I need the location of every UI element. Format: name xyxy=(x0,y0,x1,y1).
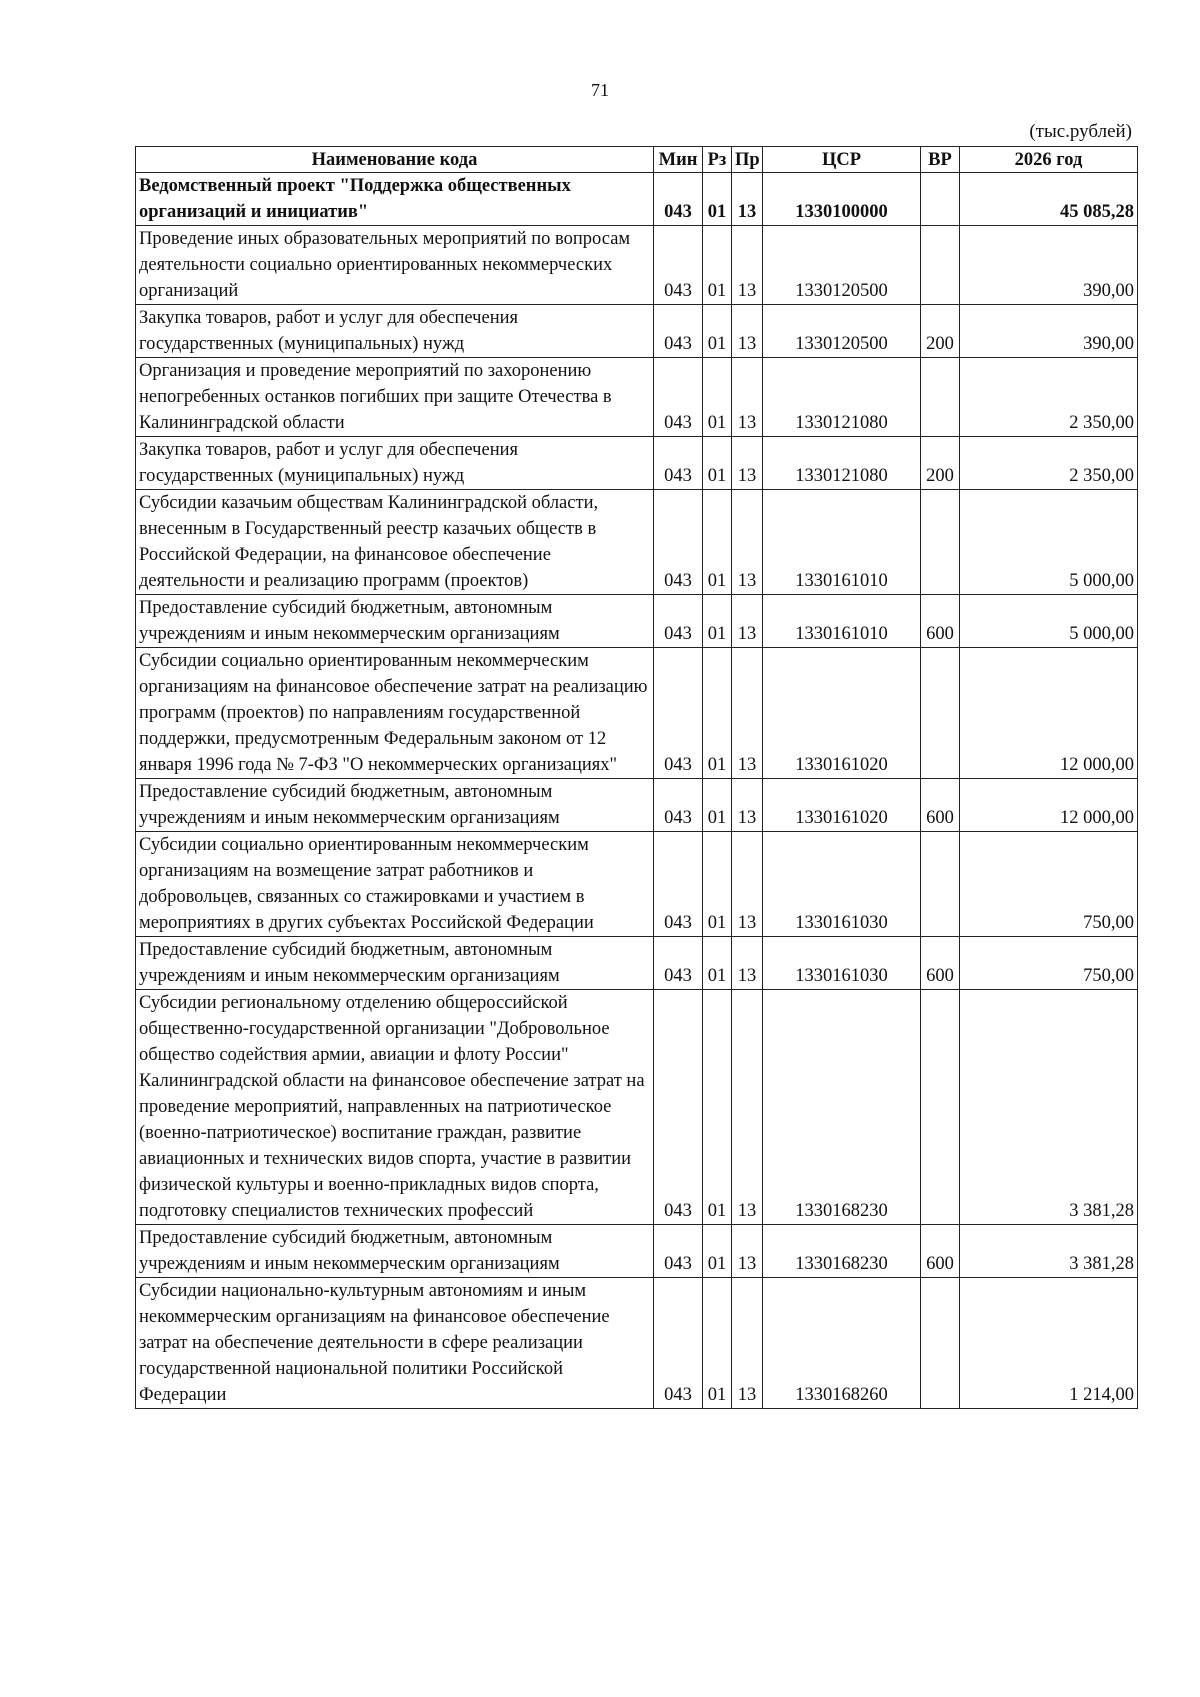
header-vr: ВР xyxy=(921,147,960,173)
cell-name: Проведение иных образовательных мероприятий по вопросам деятельности социально ориентированных некоммерческих организаций xyxy=(136,226,654,305)
cell-min: 043 xyxy=(654,990,703,1225)
cell-pr: 13 xyxy=(732,990,763,1225)
cell-csr: 1330161010 xyxy=(763,595,921,648)
cell-name: Ведомственный проект "Поддержка общественных организаций и инициатив" xyxy=(136,173,654,226)
header-pr: Пр xyxy=(732,147,763,173)
cell-min: 043 xyxy=(654,937,703,990)
cell-pr: 13 xyxy=(732,358,763,437)
cell-min: 043 xyxy=(654,1225,703,1278)
table-row xyxy=(136,832,1138,937)
cell-min: 043 xyxy=(654,648,703,779)
cell-min: 043 xyxy=(654,595,703,648)
table-row xyxy=(136,490,1138,595)
cell-csr: 1330161030 xyxy=(763,832,921,937)
cell-min: 043 xyxy=(654,358,703,437)
cell-vr: 600 xyxy=(921,1225,960,1278)
cell-rz: 01 xyxy=(703,305,732,358)
cell-vr xyxy=(921,226,960,305)
cell-rz: 01 xyxy=(703,437,732,490)
cell-csr: 1330100000 xyxy=(763,173,921,226)
cell-pr: 13 xyxy=(732,937,763,990)
table-row xyxy=(136,1278,1138,1409)
cell-vr: 600 xyxy=(921,779,960,832)
cell-pr: 13 xyxy=(732,226,763,305)
cell-name: Предоставление субсидий бюджетным, автономным учреждениям и иным некоммерческим организациям xyxy=(136,595,654,648)
cell-vr xyxy=(921,358,960,437)
cell-rz: 01 xyxy=(703,490,732,595)
cell-sum: 390,00 xyxy=(960,226,1138,305)
table-row xyxy=(136,648,1138,779)
table-row xyxy=(136,305,1138,358)
cell-pr: 13 xyxy=(732,832,763,937)
cell-min: 043 xyxy=(654,779,703,832)
table-row xyxy=(136,226,1138,305)
cell-name: Предоставление субсидий бюджетным, автономным учреждениям и иным некоммерческим организациям xyxy=(136,1225,654,1278)
cell-pr: 13 xyxy=(732,437,763,490)
table-row xyxy=(136,779,1138,832)
cell-vr: 600 xyxy=(921,595,960,648)
cell-vr xyxy=(921,648,960,779)
header-min: Мин xyxy=(654,147,703,173)
cell-rz: 01 xyxy=(703,1225,732,1278)
cell-pr: 13 xyxy=(732,648,763,779)
table-header-row xyxy=(136,147,1138,173)
cell-min: 043 xyxy=(654,437,703,490)
cell-csr: 1330161020 xyxy=(763,779,921,832)
cell-pr: 13 xyxy=(732,490,763,595)
table-body xyxy=(136,173,1138,1409)
header-rz: Рз xyxy=(703,147,732,173)
cell-csr: 1330121080 xyxy=(763,358,921,437)
cell-sum: 750,00 xyxy=(960,937,1138,990)
cell-vr xyxy=(921,490,960,595)
cell-vr xyxy=(921,832,960,937)
cell-name: Организация и проведение мероприятий по захоронению непогребенных останков погибших при защите Отечества в Калининградской области xyxy=(136,358,654,437)
cell-name: Предоставление субсидий бюджетным, автономным учреждениям и иным некоммерческим организациям xyxy=(136,779,654,832)
table-row xyxy=(136,173,1138,226)
cell-rz: 01 xyxy=(703,173,732,226)
cell-name: Субсидии национально-культурным автономиям и иным некоммерческим организациям на финансовое обеспечение затрат на обеспечение деятельности в сфере реализации государственной национальной политики Российской Федерации xyxy=(136,1278,654,1409)
cell-sum: 3 381,28 xyxy=(960,1225,1138,1278)
cell-sum: 1 214,00 xyxy=(960,1278,1138,1409)
cell-rz: 01 xyxy=(703,832,732,937)
cell-name: Предоставление субсидий бюджетным, автономным учреждениям и иным некоммерческим организациям xyxy=(136,937,654,990)
cell-rz: 01 xyxy=(703,595,732,648)
cell-pr: 13 xyxy=(732,779,763,832)
cell-vr xyxy=(921,1278,960,1409)
cell-csr: 1330161030 xyxy=(763,937,921,990)
cell-vr xyxy=(921,990,960,1225)
cell-rz: 01 xyxy=(703,779,732,832)
page-number: 71 xyxy=(591,80,609,100)
cell-min: 043 xyxy=(654,1278,703,1409)
cell-sum: 12 000,00 xyxy=(960,779,1138,832)
table-row xyxy=(136,1225,1138,1278)
cell-pr: 13 xyxy=(732,1225,763,1278)
cell-min: 043 xyxy=(654,490,703,595)
cell-csr: 1330168230 xyxy=(763,990,921,1225)
cell-csr: 1330121080 xyxy=(763,437,921,490)
table-row xyxy=(136,437,1138,490)
cell-rz: 01 xyxy=(703,990,732,1225)
cell-csr: 1330168260 xyxy=(763,1278,921,1409)
cell-sum: 5 000,00 xyxy=(960,490,1138,595)
cell-pr: 13 xyxy=(732,1278,763,1409)
cell-sum: 3 381,28 xyxy=(960,990,1138,1225)
cell-vr: 200 xyxy=(921,437,960,490)
cell-name: Закупка товаров, работ и услуг для обеспечения государственных (муниципальных) нужд xyxy=(136,305,654,358)
cell-rz: 01 xyxy=(703,648,732,779)
table-row xyxy=(136,358,1138,437)
cell-pr: 13 xyxy=(732,305,763,358)
cell-pr: 13 xyxy=(732,173,763,226)
cell-name: Субсидии региональному отделению общероссийской общественно-государственной организации "Добровольное общество содействия армии, авиации и флоту России" Калининградской области на финансовое обеспечение затрат на проведение мероприятий, направленных на патриотическое (военно-патриотическое) воспитание граждан, развитие авиационных и технических видов спорта, участие в развитии физической культуры и военно-прикладных видов спорта, подготовку специалистов технических профессий xyxy=(136,990,654,1225)
cell-csr: 1330120500 xyxy=(763,226,921,305)
cell-name: Закупка товаров, работ и услуг для обеспечения государственных (муниципальных) нужд xyxy=(136,437,654,490)
cell-name: Субсидии социально ориентированным некоммерческим организациям на возмещение затрат работников и добровольцев, связанных со стажировками и участием в мероприятиях в других субъектах Российской Федерации xyxy=(136,832,654,937)
cell-sum: 12 000,00 xyxy=(960,648,1138,779)
table-row xyxy=(136,595,1138,648)
cell-sum: 45 085,28 xyxy=(960,173,1138,226)
cell-rz: 01 xyxy=(703,937,732,990)
header-csr: ЦСР xyxy=(763,147,921,173)
cell-name: Субсидии социально ориентированным некоммерческим организациям на финансовое обеспечение затрат на реализацию программ (проектов) по направлениям государственной поддержки, предусмотренным Федеральным законом от 12 января 1996 года № 7-ФЗ "О некоммерческих организациях" xyxy=(136,648,654,779)
cell-min: 043 xyxy=(654,226,703,305)
cell-rz: 01 xyxy=(703,1278,732,1409)
table-row xyxy=(136,990,1138,1225)
budget-table xyxy=(135,146,1138,1409)
cell-min: 043 xyxy=(654,305,703,358)
cell-vr: 600 xyxy=(921,937,960,990)
cell-vr xyxy=(921,173,960,226)
cell-min: 043 xyxy=(654,173,703,226)
cell-sum: 2 350,00 xyxy=(960,437,1138,490)
cell-csr: 1330120500 xyxy=(763,305,921,358)
cell-csr: 1330161010 xyxy=(763,490,921,595)
cell-min: 043 xyxy=(654,832,703,937)
header-name: Наименование кода xyxy=(136,147,654,173)
cell-csr: 1330168230 xyxy=(763,1225,921,1278)
header-sum: 2026 год xyxy=(960,147,1138,173)
cell-rz: 01 xyxy=(703,226,732,305)
cell-vr: 200 xyxy=(921,305,960,358)
cell-name: Субсидии казачьим обществам Калининградской области, внесенным в Государственный реестр казачьих обществ в Российской Федерации, на финансовое обеспечение деятельности и реализацию программ (проектов) xyxy=(136,490,654,595)
cell-csr: 1330161020 xyxy=(763,648,921,779)
cell-sum: 390,00 xyxy=(960,305,1138,358)
cell-sum: 750,00 xyxy=(960,832,1138,937)
units-label: (тыс.рублей) xyxy=(1029,121,1132,142)
cell-sum: 2 350,00 xyxy=(960,358,1138,437)
cell-sum: 5 000,00 xyxy=(960,595,1138,648)
cell-rz: 01 xyxy=(703,358,732,437)
cell-pr: 13 xyxy=(732,595,763,648)
table-row xyxy=(136,937,1138,990)
